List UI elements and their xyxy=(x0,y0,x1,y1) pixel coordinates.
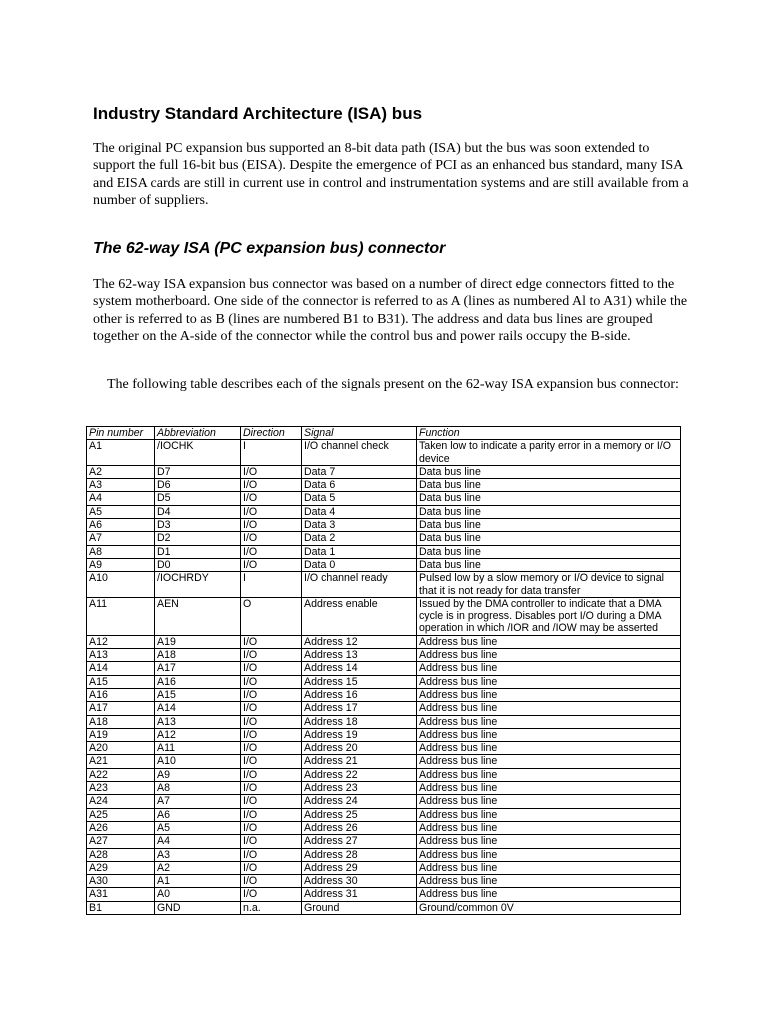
function-cell: Taken low to indicate a parity error in a memory or I/O device xyxy=(417,440,681,466)
direction-cell: I/O xyxy=(241,782,302,795)
table-row xyxy=(87,688,681,701)
signal-cell: Address 19 xyxy=(302,728,417,741)
pin-number-cell: A16 xyxy=(87,688,155,701)
header-signal: Signal xyxy=(302,427,417,440)
table-row xyxy=(87,532,681,545)
abbreviation-cell: D5 xyxy=(155,492,241,505)
direction-cell: I/O xyxy=(241,558,302,571)
table-row xyxy=(87,755,681,768)
pin-number-cell: A2 xyxy=(87,465,155,478)
signal-cell: I/O channel check xyxy=(302,440,417,466)
abbreviation-cell: A4 xyxy=(155,835,241,848)
signal-cell: Data 5 xyxy=(302,492,417,505)
table-row xyxy=(87,782,681,795)
signal-cell: Data 4 xyxy=(302,505,417,518)
signal-cell: Address 15 xyxy=(302,675,417,688)
pin-number-cell: A24 xyxy=(87,795,155,808)
pin-number-cell: A1 xyxy=(87,440,155,466)
function-cell: Address bus line xyxy=(417,835,681,848)
signal-cell: Address 30 xyxy=(302,875,417,888)
signal-cell: Address 27 xyxy=(302,835,417,848)
signal-cell: Address 25 xyxy=(302,808,417,821)
direction-cell: I/O xyxy=(241,545,302,558)
pin-number-cell: A29 xyxy=(87,861,155,874)
abbreviation-cell: /IOCHK xyxy=(155,440,241,466)
table-row xyxy=(87,702,681,715)
function-cell: Address bus line xyxy=(417,742,681,755)
function-cell: Issued by the DMA controller to indicate that a DMA cycle is in progress. Disables port I/O during a DMA operation in which /IOR and /IOW may be asserted xyxy=(417,597,681,635)
abbreviation-cell: A15 xyxy=(155,688,241,701)
abbreviation-cell: A14 xyxy=(155,702,241,715)
function-cell: Address bus line xyxy=(417,782,681,795)
abbreviation-cell: A17 xyxy=(155,662,241,675)
pin-number-cell: A11 xyxy=(87,597,155,635)
direction-cell: I/O xyxy=(241,519,302,532)
table-body xyxy=(87,440,681,915)
table-row xyxy=(87,635,681,648)
table-row xyxy=(87,875,681,888)
pin-number-cell: A27 xyxy=(87,835,155,848)
function-cell: Data bus line xyxy=(417,519,681,532)
header-direction: Direction xyxy=(241,427,302,440)
pin-number-cell: B1 xyxy=(87,901,155,914)
section-heading: The 62-way ISA (PC expansion bus) connector xyxy=(93,240,446,257)
abbreviation-cell: A13 xyxy=(155,715,241,728)
direction-cell: I/O xyxy=(241,755,302,768)
signal-cell: Data 1 xyxy=(302,545,417,558)
signal-cell: Address 23 xyxy=(302,782,417,795)
table-intro-paragraph: The following table describes each of the signals present on the 62-way ISA expansion bus connector: xyxy=(107,377,679,392)
table-row xyxy=(87,505,681,518)
abbreviation-cell: A11 xyxy=(155,742,241,755)
table-row xyxy=(87,821,681,834)
pin-number-cell: A18 xyxy=(87,715,155,728)
signal-cell: Address 20 xyxy=(302,742,417,755)
table-row xyxy=(87,479,681,492)
abbreviation-cell: A12 xyxy=(155,728,241,741)
table-row xyxy=(87,675,681,688)
function-cell: Address bus line xyxy=(417,808,681,821)
pin-number-cell: A13 xyxy=(87,649,155,662)
function-cell: Address bus line xyxy=(417,728,681,741)
pin-number-cell: A23 xyxy=(87,782,155,795)
table-row xyxy=(87,848,681,861)
table-row xyxy=(87,572,681,598)
direction-cell: I/O xyxy=(241,505,302,518)
function-cell: Address bus line xyxy=(417,662,681,675)
function-cell: Data bus line xyxy=(417,545,681,558)
function-cell: Address bus line xyxy=(417,888,681,901)
direction-cell: I/O xyxy=(241,688,302,701)
signal-cell: Address 13 xyxy=(302,649,417,662)
pin-number-cell: A17 xyxy=(87,702,155,715)
table-row xyxy=(87,835,681,848)
pin-number-cell: A30 xyxy=(87,875,155,888)
signal-cell: Address 17 xyxy=(302,702,417,715)
direction-cell: I/O xyxy=(241,635,302,648)
table-row xyxy=(87,465,681,478)
pin-number-cell: A12 xyxy=(87,635,155,648)
pin-number-cell: A26 xyxy=(87,821,155,834)
function-cell: Address bus line xyxy=(417,649,681,662)
abbreviation-cell: A19 xyxy=(155,635,241,648)
direction-cell: I/O xyxy=(241,532,302,545)
table-row xyxy=(87,808,681,821)
direction-cell: I/O xyxy=(241,861,302,874)
function-cell: Data bus line xyxy=(417,465,681,478)
abbreviation-cell: A7 xyxy=(155,795,241,808)
function-cell: Address bus line xyxy=(417,675,681,688)
signal-cell: Address 12 xyxy=(302,635,417,648)
pin-number-cell: A25 xyxy=(87,808,155,821)
abbreviation-cell: A9 xyxy=(155,768,241,781)
function-cell: Address bus line xyxy=(417,715,681,728)
table-row xyxy=(87,742,681,755)
signal-cell: Address 14 xyxy=(302,662,417,675)
function-cell: Data bus line xyxy=(417,479,681,492)
direction-cell: I xyxy=(241,440,302,466)
pin-number-cell: A31 xyxy=(87,888,155,901)
header-function: Function xyxy=(417,427,681,440)
pin-number-cell: A3 xyxy=(87,479,155,492)
function-cell: Address bus line xyxy=(417,768,681,781)
table-row xyxy=(87,545,681,558)
signal-cell: Data 7 xyxy=(302,465,417,478)
function-cell: Pulsed low by a slow memory or I/O device to signal that it is not ready for data transfer xyxy=(417,572,681,598)
signal-cell: Data 3 xyxy=(302,519,417,532)
function-cell: Address bus line xyxy=(417,861,681,874)
table-row xyxy=(87,728,681,741)
function-cell: Data bus line xyxy=(417,505,681,518)
signal-cell: Address 28 xyxy=(302,848,417,861)
abbreviation-cell: A0 xyxy=(155,888,241,901)
direction-cell: I xyxy=(241,572,302,598)
pin-number-cell: A4 xyxy=(87,492,155,505)
table-row xyxy=(87,715,681,728)
direction-cell: I/O xyxy=(241,821,302,834)
signal-cell: Address 29 xyxy=(302,861,417,874)
direction-cell: I/O xyxy=(241,888,302,901)
function-cell: Data bus line xyxy=(417,492,681,505)
pin-number-cell: A19 xyxy=(87,728,155,741)
table-row xyxy=(87,558,681,571)
abbreviation-cell: GND xyxy=(155,901,241,914)
header-abbreviation: Abbreviation xyxy=(155,427,241,440)
direction-cell: I/O xyxy=(241,675,302,688)
signal-cell: Data 2 xyxy=(302,532,417,545)
function-cell: Address bus line xyxy=(417,875,681,888)
signal-cell: Address 16 xyxy=(302,688,417,701)
table-row xyxy=(87,768,681,781)
signal-cell: Address 21 xyxy=(302,755,417,768)
pin-number-cell: A6 xyxy=(87,519,155,532)
function-cell: Data bus line xyxy=(417,558,681,571)
function-cell: Address bus line xyxy=(417,702,681,715)
direction-cell: I/O xyxy=(241,649,302,662)
function-cell: Address bus line xyxy=(417,848,681,861)
direction-cell: I/O xyxy=(241,795,302,808)
header-pin-number: Pin number xyxy=(87,427,155,440)
abbreviation-cell: A16 xyxy=(155,675,241,688)
signal-cell: Address 31 xyxy=(302,888,417,901)
table-row xyxy=(87,662,681,675)
abbreviation-cell: A1 xyxy=(155,875,241,888)
pin-number-cell: A22 xyxy=(87,768,155,781)
pin-number-cell: A8 xyxy=(87,545,155,558)
direction-cell: I/O xyxy=(241,728,302,741)
table-header-row xyxy=(87,427,681,440)
pin-number-cell: A15 xyxy=(87,675,155,688)
direction-cell: I/O xyxy=(241,492,302,505)
abbreviation-cell: /IOCHRDY xyxy=(155,572,241,598)
signal-cell: Address 26 xyxy=(302,821,417,834)
function-cell: Address bus line xyxy=(417,688,681,701)
abbreviation-cell: D3 xyxy=(155,519,241,532)
direction-cell: I/O xyxy=(241,875,302,888)
pin-number-cell: A7 xyxy=(87,532,155,545)
pin-number-cell: A14 xyxy=(87,662,155,675)
pin-number-cell: A5 xyxy=(87,505,155,518)
table-row xyxy=(87,649,681,662)
direction-cell: I/O xyxy=(241,662,302,675)
pin-number-cell: A20 xyxy=(87,742,155,755)
abbreviation-cell: D6 xyxy=(155,479,241,492)
pin-number-cell: A9 xyxy=(87,558,155,571)
table-row xyxy=(87,795,681,808)
abbreviation-cell: A3 xyxy=(155,848,241,861)
direction-cell: I/O xyxy=(241,465,302,478)
direction-cell: I/O xyxy=(241,808,302,821)
abbreviation-cell: A10 xyxy=(155,755,241,768)
signal-cell: Data 0 xyxy=(302,558,417,571)
abbreviation-cell: AEN xyxy=(155,597,241,635)
table-row xyxy=(87,492,681,505)
signal-table xyxy=(86,426,681,915)
direction-cell: I/O xyxy=(241,835,302,848)
table-row xyxy=(87,861,681,874)
page-title: Industry Standard Architecture (ISA) bus xyxy=(93,104,423,123)
function-cell: Address bus line xyxy=(417,635,681,648)
abbreviation-cell: D7 xyxy=(155,465,241,478)
signal-cell: Address 22 xyxy=(302,768,417,781)
signal-cell: Address enable xyxy=(302,597,417,635)
abbreviation-cell: A2 xyxy=(155,861,241,874)
pin-number-cell: A28 xyxy=(87,848,155,861)
abbreviation-cell: D1 xyxy=(155,545,241,558)
function-cell: Address bus line xyxy=(417,821,681,834)
abbreviation-cell: A5 xyxy=(155,821,241,834)
direction-cell: I/O xyxy=(241,702,302,715)
pin-number-cell: A10 xyxy=(87,572,155,598)
table-row xyxy=(87,597,681,635)
function-cell: Address bus line xyxy=(417,755,681,768)
direction-cell: n.a. xyxy=(241,901,302,914)
abbreviation-cell: A6 xyxy=(155,808,241,821)
signal-cell: Address 18 xyxy=(302,715,417,728)
direction-cell: I/O xyxy=(241,768,302,781)
signal-cell: Address 24 xyxy=(302,795,417,808)
direction-cell: I/O xyxy=(241,479,302,492)
abbreviation-cell: D2 xyxy=(155,532,241,545)
table-row xyxy=(87,888,681,901)
intro-paragraph: The original PC expansion bus supported an 8-bit data path (ISA) but the bus was soon extended to support the full 16-bit bus (EISA). Despite the emergence of PCI as an enhanced bus standard, many ISA and EISA cards are still in current use in control and instrumentation systems and are still available from a number of suppliers. xyxy=(93,141,689,209)
direction-cell: O xyxy=(241,597,302,635)
table-row xyxy=(87,519,681,532)
function-cell: Address bus line xyxy=(417,795,681,808)
function-cell: Data bus line xyxy=(417,532,681,545)
direction-cell: I/O xyxy=(241,715,302,728)
direction-cell: I/O xyxy=(241,742,302,755)
signal-cell: Data 6 xyxy=(302,479,417,492)
table-row xyxy=(87,901,681,914)
table-row xyxy=(87,440,681,466)
connector-paragraph: The 62-way ISA expansion bus connector was based on a number of direct edge connectors fitted to the system motherboard. One side of the connector is referred to as A (lines as numbered Al to A31) while the other is referred to as B (lines are numbered B1 to B31). The address and data bus lines are grouped together on the A-side of the connector while the control bus and power rails occupy the B-side. xyxy=(93,277,688,345)
signal-cell: I/O channel ready xyxy=(302,572,417,598)
abbreviation-cell: D4 xyxy=(155,505,241,518)
abbreviation-cell: D0 xyxy=(155,558,241,571)
direction-cell: I/O xyxy=(241,848,302,861)
abbreviation-cell: A8 xyxy=(155,782,241,795)
signal-cell: Ground xyxy=(302,901,417,914)
pin-number-cell: A21 xyxy=(87,755,155,768)
function-cell: Ground/common 0V xyxy=(417,901,681,914)
abbreviation-cell: A18 xyxy=(155,649,241,662)
